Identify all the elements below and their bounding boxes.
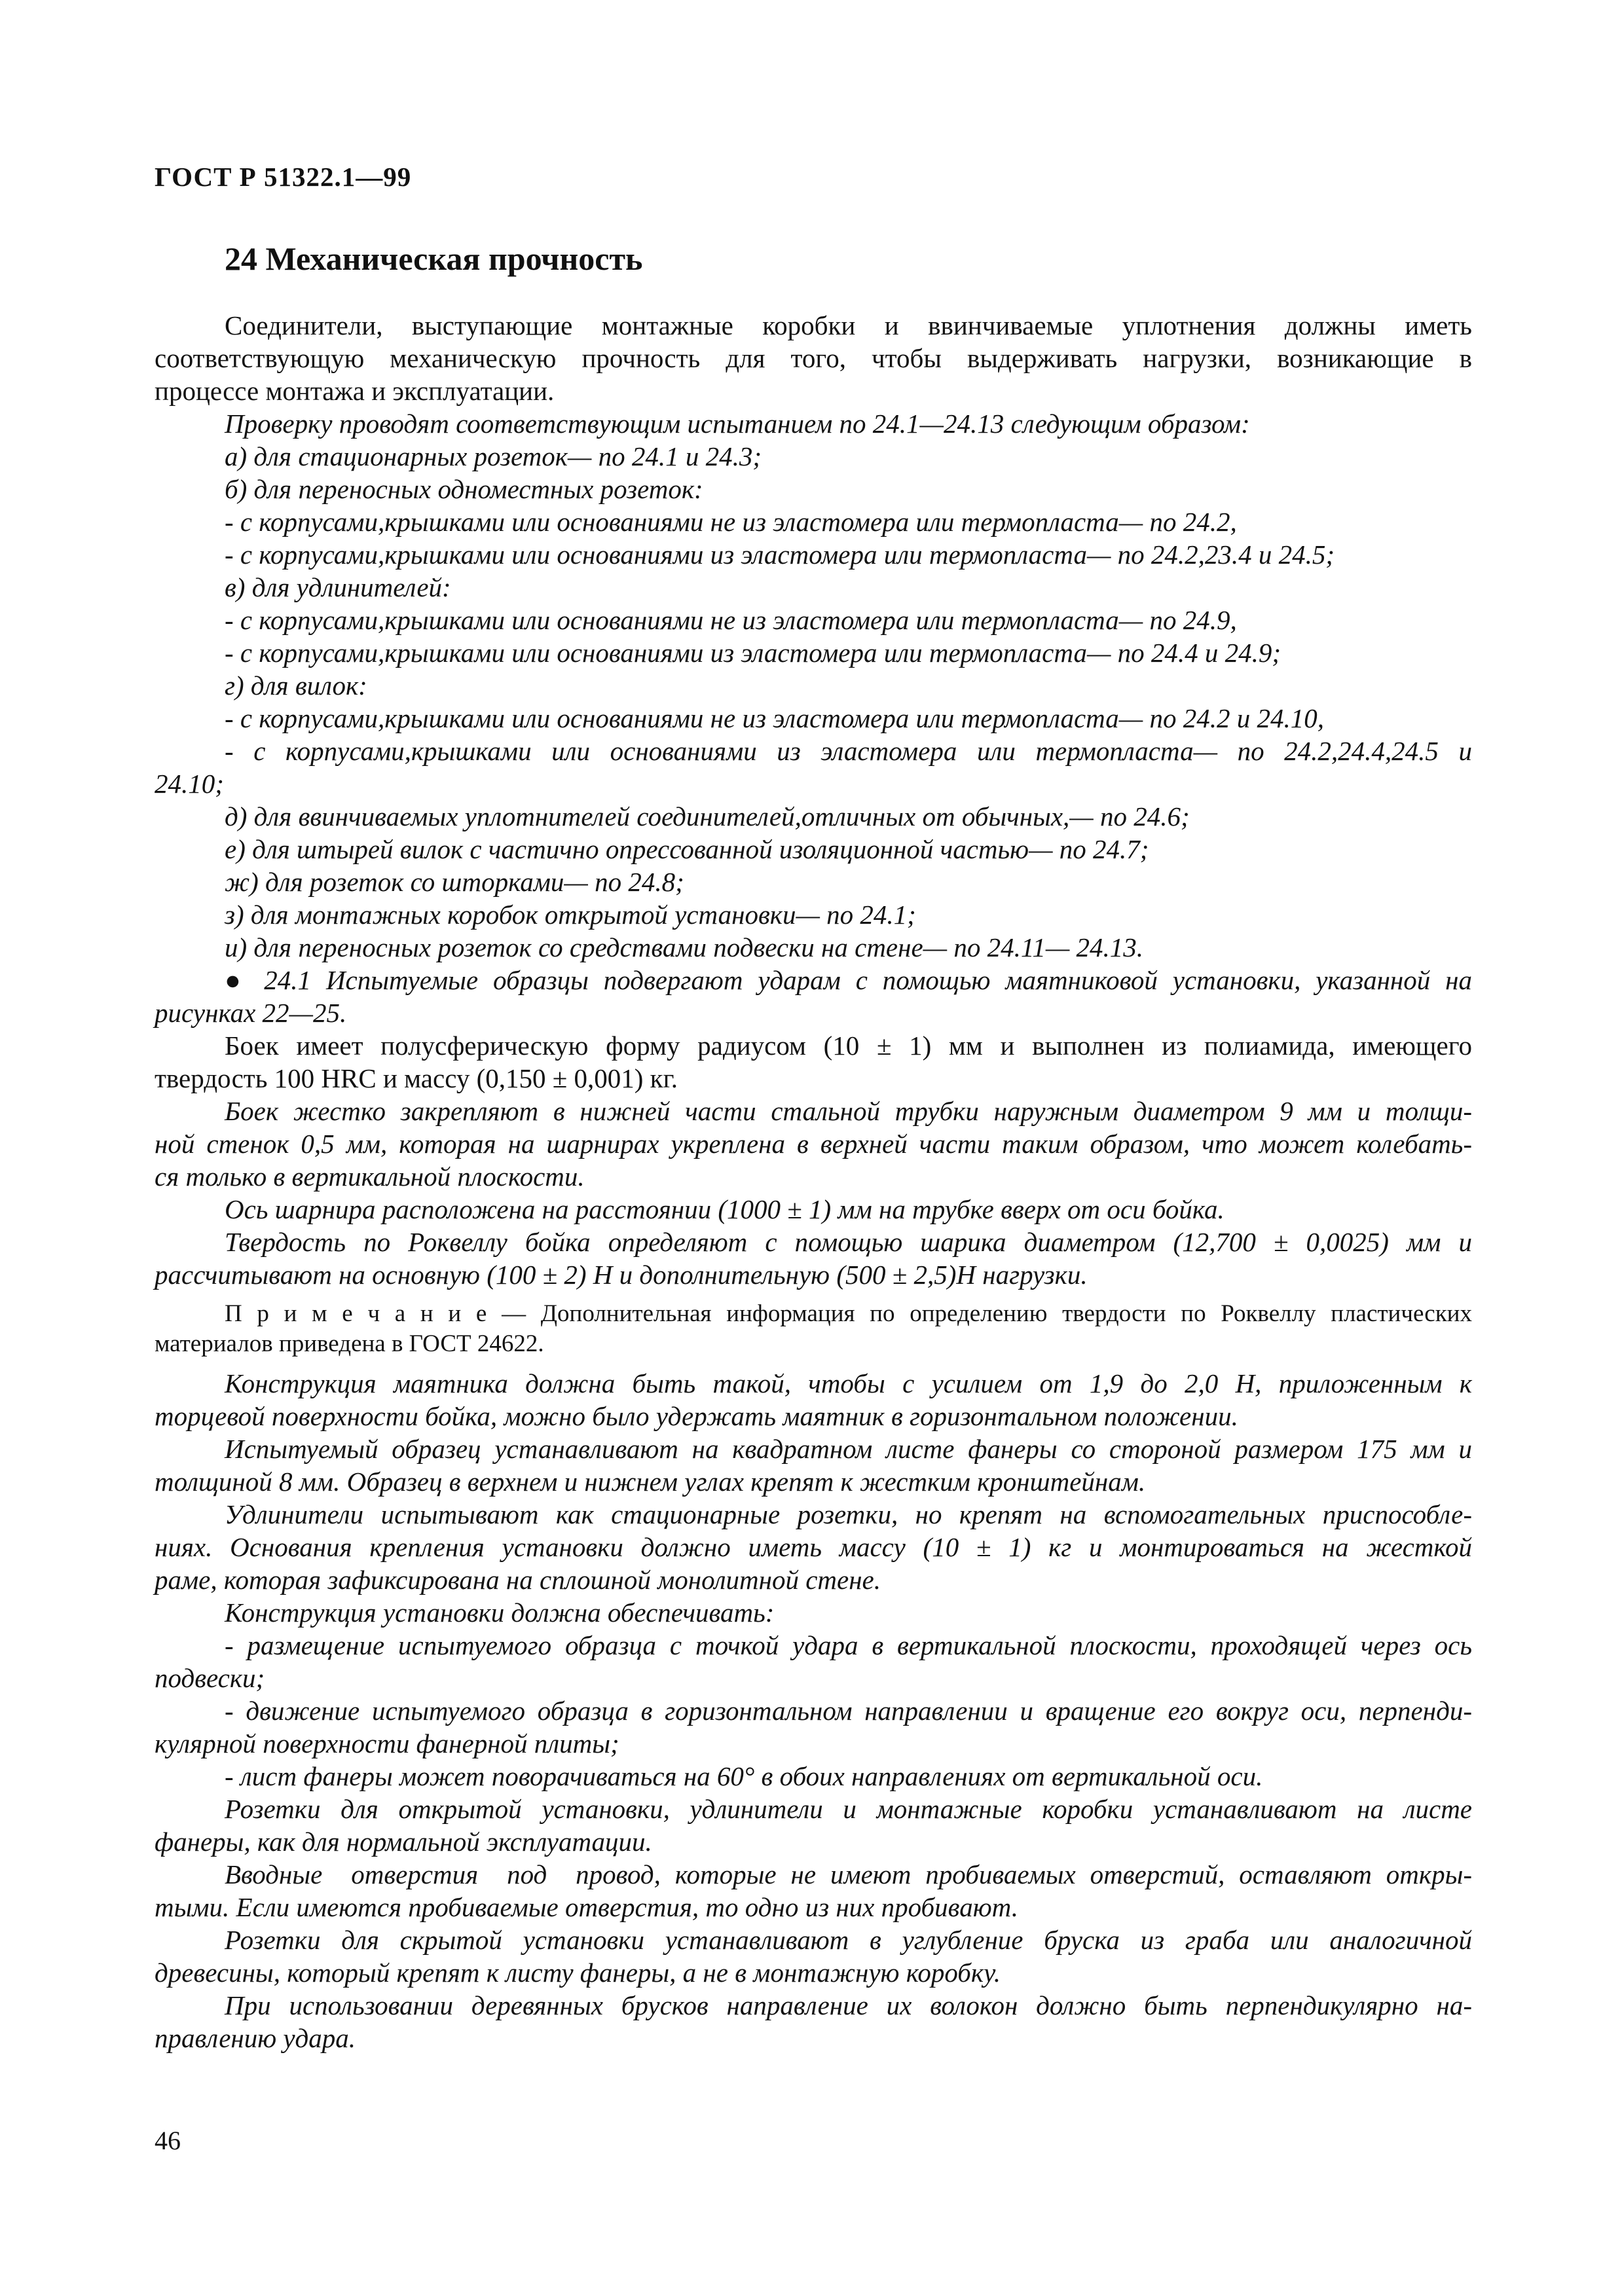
list-item: з) для монтажных коробок открытой установки— по 24.1; [225, 900, 916, 930]
list-item: ж) для розеток со шторками— по 24.8; [225, 867, 684, 897]
list-item: - с корпусами,крышками или основаниями из эластомера или термопласта— по 24.2,23.4 и 24.5; [225, 539, 1335, 570]
paragraph-line: Конструкция маятника должна быть такой, чтобы с усилием от 1,9 до 2,0 Н, приложенным к [225, 1368, 1472, 1398]
list-item: кулярной поверхности фанерной плиты; [155, 1728, 619, 1758]
list-item: б) для переносных одноместных розеток: [225, 474, 703, 504]
list-item: - размещение испытуемого образца с точкой удара в вертикальной плоскости, проходящей через ось [225, 1630, 1472, 1660]
paragraph-line: Ось шарнира расположена на расстоянии (1000 ± 1) мм на трубке вверх от оси бойка. [225, 1194, 1225, 1224]
paragraph-line: Проверку проводят соответствующим испытанием по 24.1—24.13 следующим образом: [225, 409, 1250, 439]
paragraph-line: Вводные отверстия под провод, которые не имеют пробиваемых отверстий, оставляют откры- [225, 1859, 1472, 1889]
paragraph-line: Розетки для скрытой установки устанавливают в углубление бруска из граба или аналогичной [225, 1925, 1472, 1955]
paragraph-line: правлению удара. [155, 2023, 356, 2053]
document-body [155, 309, 1472, 2054]
list-item: и) для переносных розеток со средствами подвески на стене— по 24.11— 24.13. [225, 932, 1144, 962]
page-number: 46 [155, 2126, 181, 2155]
paragraph-line: тыми. Если имеются пробиваемые отверстия, то одно из них пробивают. [155, 1892, 1018, 1922]
paragraph-line: Удлинители испытывают как стационарные розетки, но крепят на вспомогательных приспособле- [225, 1499, 1472, 1529]
paragraph-line: ной стенок 0,5 мм, которая на шарнирах укреплена в верхней части таким образом, что может колебать- [155, 1129, 1472, 1159]
note-line: материалов приведена в ГОСТ 24622. [155, 1330, 544, 1357]
note-line: П р и м е ч а н и е — Дополнительная информация по определению твердости по Роквеллу пластических [225, 1300, 1472, 1327]
paragraph-line: соответствующую механическую прочность для того, чтобы выдерживать нагрузки, возникающие в [155, 343, 1472, 373]
paragraph-line: Боек жестко закрепляют в нижней части стальной трубки наружным диаметром 9 мм и толщи- [225, 1096, 1472, 1126]
list-item: - движение испытуемого образца в горизонтальном направлении и вращение его вокруг оси, перпенди- [225, 1696, 1472, 1726]
paragraph-line: При использовании деревянных брусков направление их волокон должно быть перпендикулярно на- [225, 1990, 1472, 2020]
paragraph-line: рисунках 22—25. [155, 998, 347, 1028]
paragraph-line: ся только в вертикальной плоскости. [155, 1161, 585, 1192]
list-item: в) для удлинителей: [225, 572, 451, 602]
paragraph-line: процессе монтажа и эксплуатации. [155, 376, 555, 406]
list-item: подвески; [155, 1663, 265, 1693]
list-item: 24.10; [155, 769, 224, 799]
paragraph-line: торцевой поверхности бойка, можно было удержать маятник в горизонтальном положении. [155, 1401, 1238, 1431]
list-item: а) для стационарных розеток— по 24.1 и 24.3; [225, 441, 762, 471]
paragraph-line: толщиной 8 мм. Образец в верхнем и нижнем углах крепят к жестким кронштейнам. [155, 1467, 1146, 1497]
paragraph-line: фанеры, как для нормальной эксплуатации. [155, 1827, 652, 1857]
list-item: - лист фанеры может поворачиваться на 60° в обоих направлениях от вертикальной оси. [225, 1761, 1263, 1791]
list-item: д) для ввинчиваемых уплотнителей соединителей,отличных от обычных,— по 24.6; [225, 801, 1190, 831]
list-item: - с корпусами,крышками или основаниями из эластомера или термопласта— по 24.4 и 24.9; [225, 638, 1281, 668]
paragraph-line: Боек имеет полусферическую форму радиусом (10 ± 1) мм и выполнен из полиамида, имеющего [225, 1030, 1472, 1061]
paragraph-line: Конструкция установки должна обеспечивать: [225, 1597, 775, 1628]
list-item: г) для вилок: [225, 670, 367, 701]
paragraph-line: раме, которая зафиксирована на сплошной монолитной стене. [155, 1565, 881, 1595]
paragraph-line: Розетки для открытой установки, удлинители и монтажные коробки устанавливают на листе [225, 1794, 1472, 1824]
list-item: - с корпусами,крышками или основаниями из эластомера или термопласта— по 24.2,24.4,24.5 и [225, 736, 1472, 766]
list-item: е) для штырей вилок с частично опрессованной изоляционной частью— по 24.7; [225, 834, 1149, 864]
paragraph-line: Испытуемый образец устанавливают на квадратном листе фанеры со стороной размером 175 мм и [225, 1434, 1472, 1464]
list-item: - с корпусами,крышками или основаниями не из эластомера или термопласта— по 24.2, [225, 507, 1237, 537]
paragraph-line: твердость 100 HRC и массу (0,150 ± 0,001) кг. [155, 1063, 678, 1093]
paragraph-line: Соединители, выступающие монтажные коробки и ввинчиваемые уплотнения должны иметь [225, 310, 1472, 340]
paragraph-line: Твердость по Роквеллу бойка определяют с помощью шарика диаметром (12,700 ± 0,0025) мм и [225, 1227, 1472, 1257]
paragraph-line: ниях. Основания крепления установки должно иметь массу (10 ± 1) кг и монтироваться на жесткой [155, 1532, 1472, 1562]
list-item: - с корпусами,крышками или основаниями не из эластомера или термопласта— по 24.2 и 24.10, [225, 703, 1324, 733]
paragraph-line: древесины, который крепят к листу фанеры, а не в монтажную коробку. [155, 1958, 1001, 1988]
list-item: - с корпусами,крышками или основаниями не из эластомера или термопласта— по 24.9, [225, 605, 1237, 635]
paragraph-line: рассчитывают на основную (100 ± 2) Н и дополнительную (500 ± 2,5)Н нагрузки. [155, 1260, 1088, 1290]
paragraph-line: ● 24.1 Испытуемые образцы подвергают ударам с помощью маятниковой установки, указанной на [225, 965, 1472, 995]
document-header: ГОСТ Р 51322.1—99 [155, 162, 412, 192]
section-title: 24 Механическая прочность [225, 240, 643, 277]
